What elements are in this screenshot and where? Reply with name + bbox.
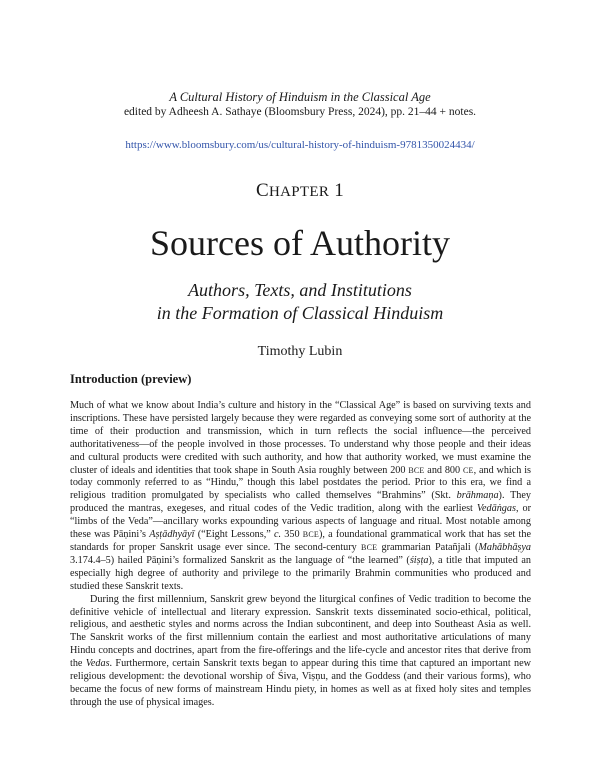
author-name: Timothy Lubin bbox=[257, 344, 343, 359]
book-url-link[interactable]: https://www.bloomsbury.com/us/cultural-history-of-hinduism-9781350024434/ bbox=[125, 139, 475, 151]
section-heading: Introduction (preview) bbox=[70, 372, 192, 386]
subtitle-line-1: Authors, Texts, and Institutions bbox=[188, 280, 412, 300]
paragraph-2: During the first millennium, Sanskrit grew beyond the liturgical confines of Vedic tradition to become the definitive vehicle of intellectual and literary expression. Sanskrit texts disseminated socio-ethical, political, religious, and aesthetic styles and norms across the Indian subcontinent, and deep into Southeast Asia as well. The Sanskrit works of the first millennium contain the earliest and most authoritative articulations of many Hindu concepts and doctrines, apart from the fire-offerings and the life-cycle and ancestor rites that derive from the Vedas. Furthermore, certain Sanskrit texts began to appear during this time that captured an important new religious development: the devotional worship of Śiva, Viṣṇu, and the Goddess (and their various forms), who became the focus of new forms of mainstream Hindu piety, in homes as well as at fixed holy sites and temples through the use of physical images. bbox=[70, 593, 531, 708]
chapter-label bbox=[0, 180, 600, 202]
editor-citation: edited by Adheesh A. Sathaye (Bloomsbury Press, 2024), pp. 21–44 + notes. bbox=[123, 106, 477, 118]
chapter-subtitle bbox=[0, 279, 600, 325]
chapter-label-rest: HAPTER bbox=[268, 184, 330, 200]
paragraph-1: Much of what we know about India’s culture and history in the “Classical Age” is based on surviving texts and inscriptions. These have persisted largely because they were regarded as conveying some sort of authority at the time of their production and transmission, which in turn reflects the social influence—the perceived authoritativeness—of the people involved in those processes. To understand why those people and their ideas and cultural products were credited with such authority, and how that authority worked, we must examine the cluster of ideals and identities that took shape in South Asia roughly between 200 BCE and 800 CE, and which is today commonly referred to as “Hindu,” though this label postdates the period. Prior to this era, we find a religious tradition promulgated by specialists who called themselves “Brahmins” (Skt. brāhmaṇa). They produced the mantras, exegeses, and ritual codes of the Vedic tradition, along with the earliest Vedāṅgas, or “limbs of the Veda”—ancillary works expounding various aspects of language and ritual. Most notable among these was Pāṇini’s Aṣṭādhyāyī (“Eight Lessons,” c. 350 BCE), a foundational grammatical work that has set the standards for proper Sanskrit usage ever since. The second-century BCE grammarian Patañjali (Mahābhāṣya 3.174.4–5) hailed Pāṇini’s formalized Sanskrit as the language of “the learned” (śiṣṭa), a title that imputed an especially high degree of authority and privilege to the primarily Brahmin communities who produced and studied these Sanskrit texts. bbox=[70, 400, 532, 592]
chapter-number: 1 bbox=[334, 180, 344, 201]
subtitle-line-2: in the Formation of Classical Hinduism bbox=[156, 303, 444, 323]
book-title: A Cultural History of Hinduism in the Classical Age bbox=[169, 90, 431, 104]
body-text bbox=[70, 400, 531, 710]
chapter-label-initial: C bbox=[256, 180, 269, 201]
chapter-title: Sources of Authority bbox=[150, 223, 450, 263]
